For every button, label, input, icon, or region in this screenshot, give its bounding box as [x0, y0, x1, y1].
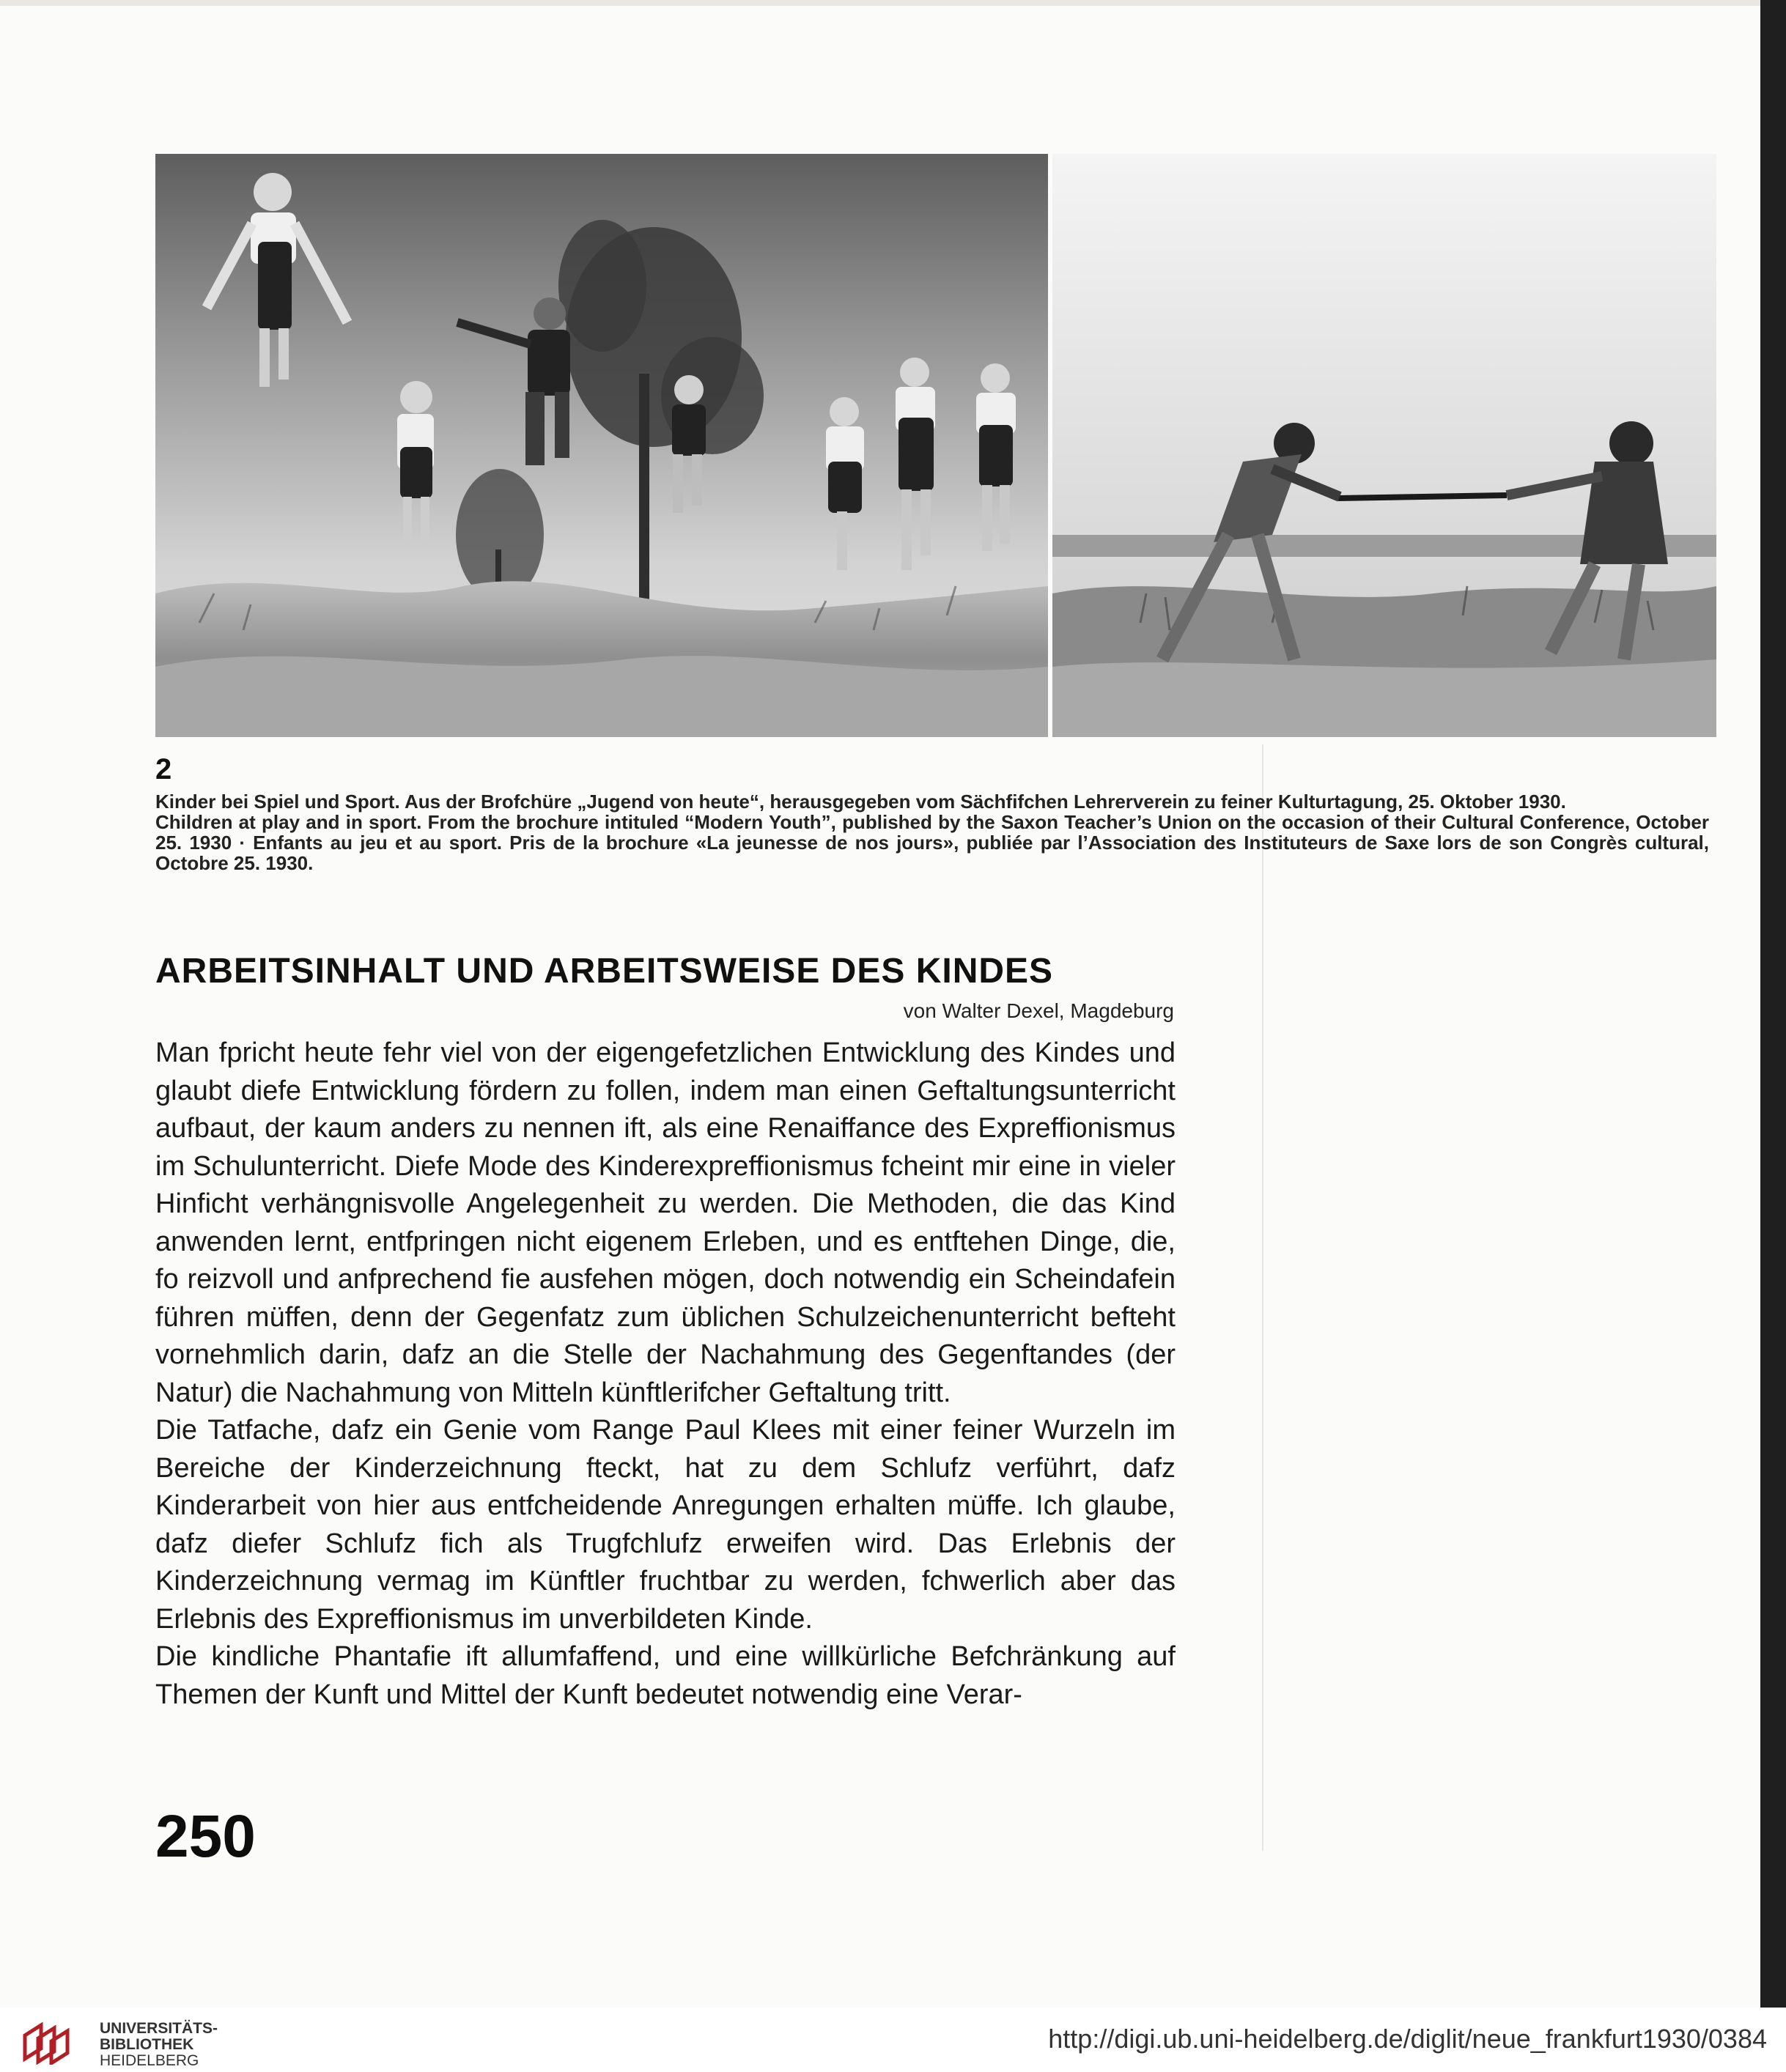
library-name [100, 2021, 218, 2069]
photo-tug-of-war [1052, 154, 1716, 737]
figure-number: 2 [155, 753, 172, 785]
scan-top-edge [0, 0, 1786, 6]
figure-caption [155, 791, 1709, 873]
body-paragraph-1: Man fpricht heute fehr viel von der eigengefetzlichen Entwicklung des Kindes und glaubt diefe Entwicklung fördern zu follen, indem man einen Geftaltungsunterricht aufbaut, der kaum anders zu nennen ift, als eine Renaiffance des Expreffionismus im Schulunterricht. Diefe Mode des Kinderexpreffionismus fcheint mir eine in vieler Hinficht verhängnisvolle Angelegenheit zu werden. Die Methoden, die das Kind anwenden lernt, entfpringen nicht eigenem Erleben, und es entftehen Dinge, die, fo reizvoll und anfprechend fie ausfehen mögen, doch notwendig ein Scheindafein führen müffen, denn der Gegenfatz zum üblichen Schulzeichenunterricht befteht vornehmlich darin, dafz an die Stelle der Nachahmung des Gegenftandes (der Natur) die Nachahmung von Mitteln künftlerifcher Geftaltung tritt. [155, 1037, 1176, 1408]
page-number: 250 [155, 1803, 256, 1870]
library-line-2: BIBLIOTHEK [100, 2036, 194, 2053]
caption-german: Kinder bei Spiel und Sport. Aus der Brofchüre „Jugend von heute“, herausgegeben vom Sächfifchen Lehrerverein zu feiner Kulturtagung, 25. Oktober 1930. [155, 791, 1566, 813]
source-url-link[interactable]: http://digi.ub.uni-heidelberg.de/diglit/neue_frankfurt1930/0384 [1048, 2024, 1767, 2054]
body-paragraph-3: Die kindliche Phantafie ift allumfaffend, und eine willkürliche Befchränkung auf Themen der Kunft und Mittel der Kunft bedeutet notwendig eine Verar- [155, 1641, 1176, 1710]
article-body [155, 1035, 1176, 1714]
library-line-1: UNIVERSITÄTS- [100, 2020, 218, 2037]
library-logo-icon [19, 2021, 86, 2065]
photo-children-jumping [155, 154, 1048, 737]
scan-right-edge [1760, 0, 1786, 2008]
fold-guide-line [1262, 744, 1263, 1851]
article-title: ARBEITSINHALT UND ARBEITSWEISE DES KINDES [155, 952, 1054, 991]
body-paragraph-2: Die Tatfache, dafz ein Genie vom Range Paul Klees mit einer feiner Wurzeln im Bereiche der Kinderzeichnung fteckt, hat zu dem Schlufz verführt, dafz Kinderarbeit von hier aus entfcheidende Anregungen erhalten müffe. Ich glaube, dafz diefer Schlufz fich als Trugfchlufz erweifen wird. Das Erlebnis der Kinderzeichnung vermag im Künftler fruchtbar zu werden, fchwerlich aber das Erlebnis des Expreffionismus im unverbildeten Kinde. [155, 1415, 1176, 1635]
article-byline: von Walter Dexel, Magdeburg [903, 999, 1174, 1022]
library-line-3: HEIDELBERG [100, 2052, 199, 2069]
caption-english-french: Children at play and in sport. From the brochure intituled “Modern Youth”, published by the Saxon Teacher’s Union on the occasion of their Cultural Conference, October 25. 1930 · Enfants au jeu et au sport. Pris de la brochure «La jeunesse de nos jours», publiée par l’Association des Instituteurs de Saxe lors de son Congrès cultural, Octobre 25. 1930. [155, 811, 1709, 874]
